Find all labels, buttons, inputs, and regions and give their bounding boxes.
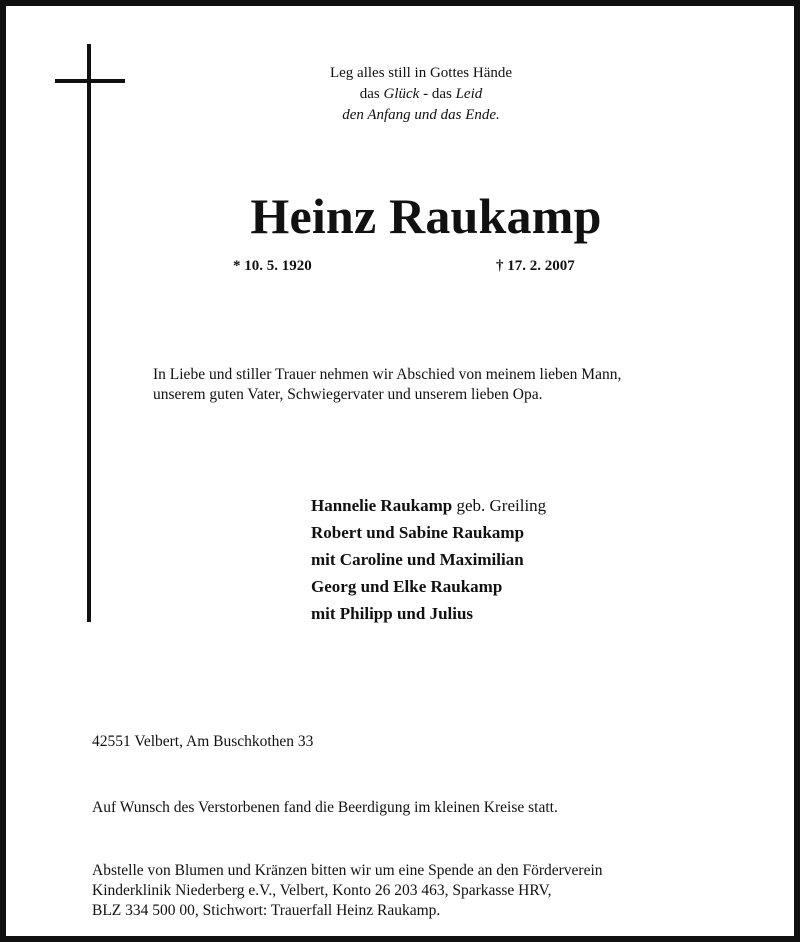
cross-icon-horizontal-bar	[55, 79, 125, 83]
deceased-name: Heinz Raukamp	[250, 188, 602, 244]
mourner-row-2: Robert und Sabine Raukamp	[311, 523, 525, 542]
mourner-row-5: mit Philipp und Julius	[311, 604, 474, 623]
donation-line-2: Kinderklinik Niederberg e.V., Velbert, Konto 26 203 463, Sparkasse HRV,	[92, 882, 552, 899]
farewell-line-1: In Liebe und stiller Trauer nehmen wir Abschied von meinem lieben Mann,	[153, 366, 622, 383]
burial-notice: Auf Wunsch des Verstorbenen fand die Beerdigung im kleinen Kreise statt.	[92, 799, 558, 816]
family-address: 42551 Velbert, Am Buschkothen 33	[92, 733, 314, 750]
farewell-text	[153, 365, 753, 405]
mourner-row-3: mit Caroline und Maximilian	[311, 550, 524, 569]
mourner-row-4: Georg und Elke Raukamp	[311, 577, 503, 596]
mourners-list	[311, 492, 731, 627]
verse-line-1: Leg alles still in Gottes Hände	[329, 65, 513, 81]
donation-line-1: Abstelle von Blumen und Kränzen bitten wir um eine Spende an den Förderverein	[92, 862, 603, 879]
donation-request	[92, 861, 772, 921]
mourner-wife-maiden-name: geb. Greiling	[452, 496, 547, 515]
verse-line-2: das Glück - das Leid	[359, 86, 483, 102]
death-date: † 17. 2. 2007	[496, 258, 575, 274]
mourner-wife-name: Hannelie Raukamp	[311, 496, 453, 515]
donation-line-3: BLZ 334 500 00, Stichwort: Trauerfall Heinz Raukamp.	[92, 902, 441, 919]
verse-line-3: den Anfang und das Ende.	[342, 107, 500, 123]
verse-word-glueck: Glück	[383, 86, 420, 102]
bible-verse	[266, 63, 576, 126]
cross-icon-vertical-bar	[87, 44, 91, 622]
mourner-row-wife	[311, 492, 731, 519]
verse-word-leid: Leid	[455, 86, 483, 102]
birth-date: * 10. 5. 1920	[233, 258, 312, 274]
farewell-line-2: unserem guten Vater, Schwiegervater und unserem lieben Opa.	[153, 386, 543, 403]
